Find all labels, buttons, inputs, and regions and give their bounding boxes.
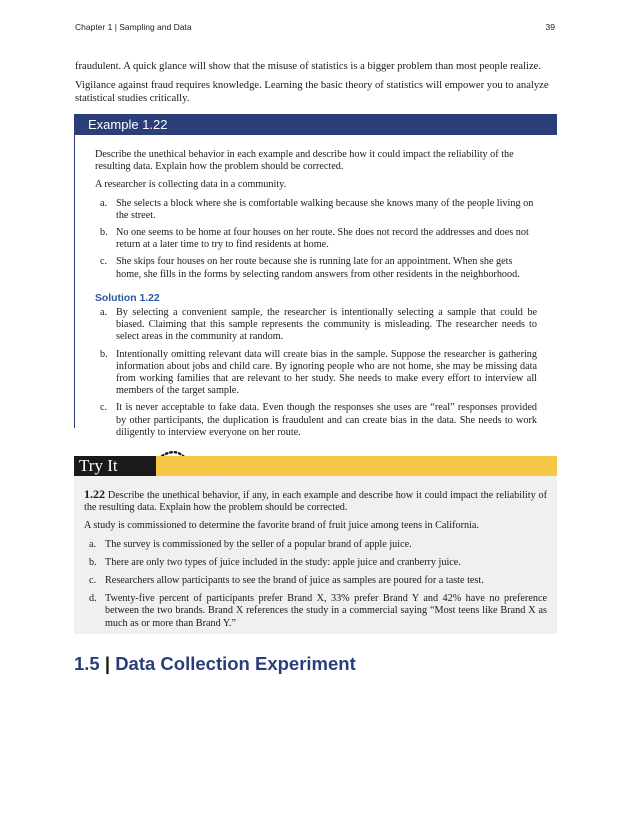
page-number: 39 [545, 22, 555, 32]
list-item: a. By selecting a convenient sample, the researcher is intentionally selecting a sample that could be biased. Claiming that this sample represents the community is misleading. The researcher needs to select areas in the community at random. [100, 307, 537, 343]
page-header [75, 22, 555, 32]
section-number: 1.5 [74, 653, 100, 674]
list-item: d. Twenty-five percent of participants prefer Brand X, 33% prefer Brand Y and 42% have no preference between the two brands. Brand X references the study in a commercial saying “Most teens like Brand X as much as or more than Brand Y.” [89, 593, 547, 629]
try-it-scenario: A study is commissioned to determine the favorite brand of fruit juice among teens in California. [84, 520, 479, 532]
example-prompt: Describe the unethical behavior in each example and describe how it could impact the reliability of the resulting data. Explain how the problem should be corrected. [95, 149, 514, 173]
list-item: b. There are only two types of juice included in the study: apple juice and cranberry juice. [89, 556, 461, 568]
intro-paragraph-2: Vigilance against fraud requires knowledge. Learning the basic theory of statistics will empower you to analyze statistical studies critically. [75, 80, 549, 104]
sigma-icon: Σ [216, 458, 226, 473]
example-body [74, 135, 557, 438]
try-it-items [84, 539, 547, 630]
try-it-box [74, 476, 557, 634]
intro-text [75, 60, 557, 111]
try-it-prompt: 1.22 Describe the unethical behavior, if any, in each example and describe how it could impact the reliability of the resulting data. Explain how the problem should be corrected. [84, 487, 548, 514]
intro-paragraph-1: fraudulent. A quick glance will show that the misuse of statistics is a bigger problem than most people realize. [75, 61, 542, 72]
section-title: Data Collection Experiment [115, 653, 356, 674]
example-items [95, 198, 537, 281]
solution-title: Solution 1.22 [95, 292, 160, 304]
chapter-title: Chapter 1 | Sampling and Data [75, 22, 192, 32]
solution-items [95, 307, 537, 439]
exercise-number: 1.22 [84, 487, 105, 501]
example-scenario: A researcher is collecting data in a community. [95, 179, 287, 191]
example-title: Example 1.22 [74, 114, 557, 135]
list-item: a. The survey is commissioned by the seller of a popular brand of apple juice. [89, 538, 412, 550]
list-item: c. She skips four houses on her route because she is running late for an appointment. When she gets home, she fills in the forms by selecting random answers from other residents in the neighborhood. [100, 256, 520, 280]
section-separator: | [104, 653, 111, 674]
list-item: a. She selects a block where she is comfortable walking because she knows many of the people living on the street. [100, 197, 534, 221]
example-box [74, 114, 557, 438]
try-it-bar [74, 456, 557, 476]
list-item: c. Researchers allow participants to see the brand of juice as samples are poured for a taste test. [89, 575, 484, 587]
list-item: c. It is never acceptable to fake data. Even though the responses she uses are “real” responses provided by other participants, the duplication is fraudulent and can create bias in the data. She needs to work diligently to interview everyone on her route. [100, 402, 537, 438]
section-heading [74, 653, 356, 675]
list-item: b. No one seems to be home at four houses on her route. She does not record the addresses and does not return at a later time to try to find residents at home. [100, 227, 529, 251]
list-item: b. Intentionally omitting relevant data will create bias in the sample. Suppose the researcher is gathering information about jobs and child care. By ignoring people who are not home, she may be missing data from working families that are relevant to her study. She needs to make every effort to interview all members of the target sample. [100, 348, 537, 397]
try-it-label: Try It [74, 456, 156, 476]
